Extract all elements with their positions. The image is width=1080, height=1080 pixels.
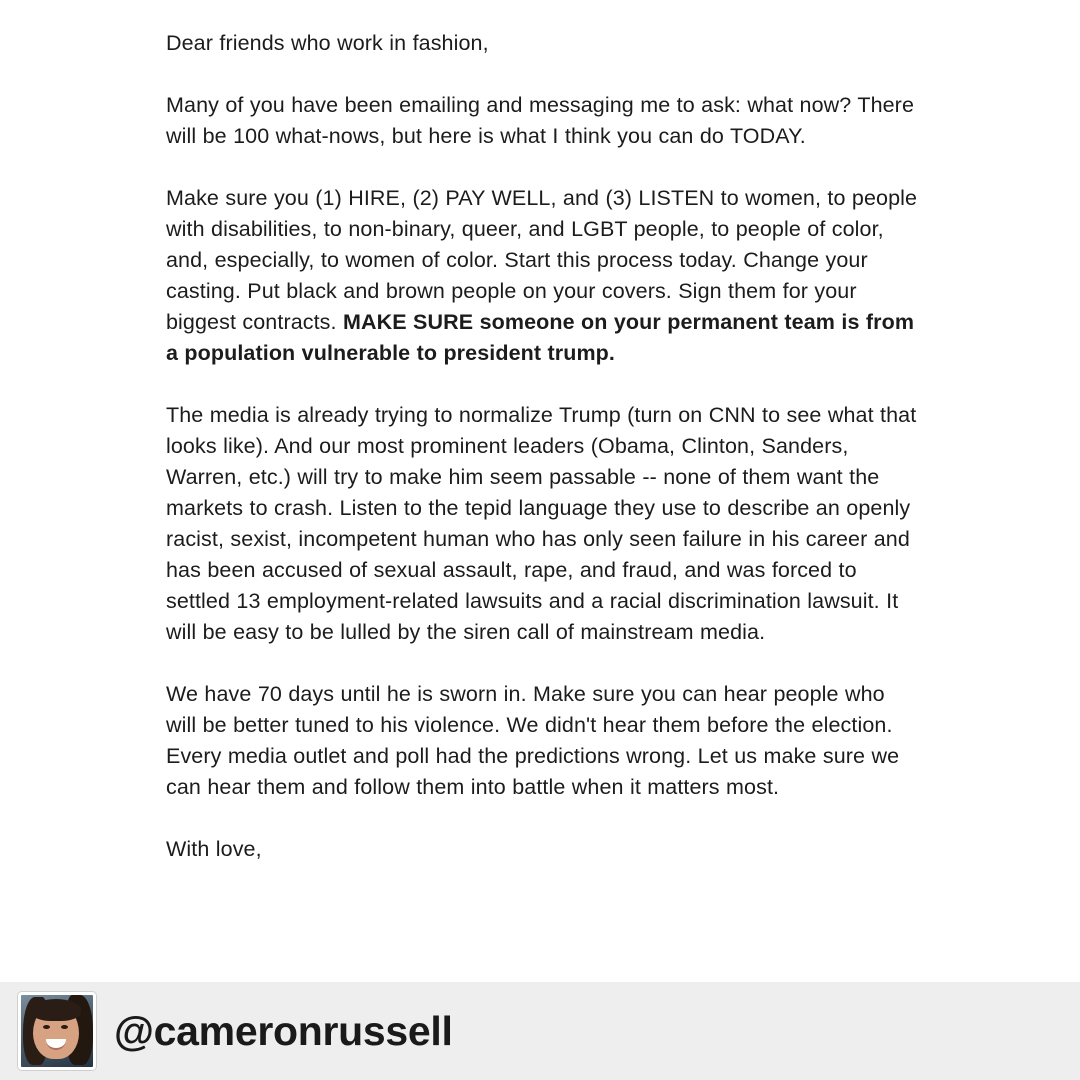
paragraph-text: Dear friends who work in fashion, (166, 31, 489, 55)
attribution-bar (0, 982, 1080, 1080)
avatar[interactable] (18, 992, 96, 1070)
paragraph-text: With love, (166, 837, 262, 861)
paragraph-text: Many of you have been emailing and messaging me to ask: what now? There will be 100 what-nows, but here is what I think you can do TODAY. (166, 93, 915, 148)
paragraph-media-normalization (166, 400, 920, 648)
avatar-fringe-icon (31, 999, 81, 1021)
paragraph-action-items (166, 183, 920, 369)
paragraph-intro (166, 90, 920, 152)
paragraph-text: The media is already trying to normalize Trump (turn on CNN to see what that looks like). And our most prominent leaders (Obama, Clinton, Sanders, Warren, etc.) will try to make him seem passable -- none of them want the markets to crash. Listen to the tepid language they use to describe an openly racist, sexist, incompetent human who has only seen failure in his career and has been accused of sexual assault, rape, and fraud, and was forced to settled 13 employment-related lawsuits and a racial discrimination lawsuit. It will be easy to be lulled by the siren call of mainstream media. (166, 403, 917, 644)
avatar-eye-left-icon (43, 1025, 50, 1029)
paragraph-emphasis: MAKE SURE someone on your permanent team is from a population vulnerable to president trump. (166, 310, 915, 365)
avatar-eye-right-icon (61, 1025, 68, 1029)
account-handle[interactable]: @cameronrussell (114, 1007, 453, 1054)
paragraph-text: Make sure you (1) HIRE, (2) PAY WELL, and (3) LISTEN to women, to people with disabilities, to non-binary, queer, and LGBT people, to people of color, and, especially, to women of color. Start this process today. Change your casting. Put black and brown people on your covers. Sign them for your biggest contracts. (166, 186, 918, 334)
paragraph-text: We have 70 days until he is sworn in. Make sure you can hear people who will be better tuned to his violence. We didn't hear them before the election. Every media outlet and poll had the predictions wrong. Let us make sure we can hear them and follow them into battle when it matters most. (166, 682, 900, 799)
paragraph-closing (166, 834, 920, 865)
paragraph-seventy-days (166, 679, 920, 803)
paragraph-salutation (166, 28, 920, 59)
